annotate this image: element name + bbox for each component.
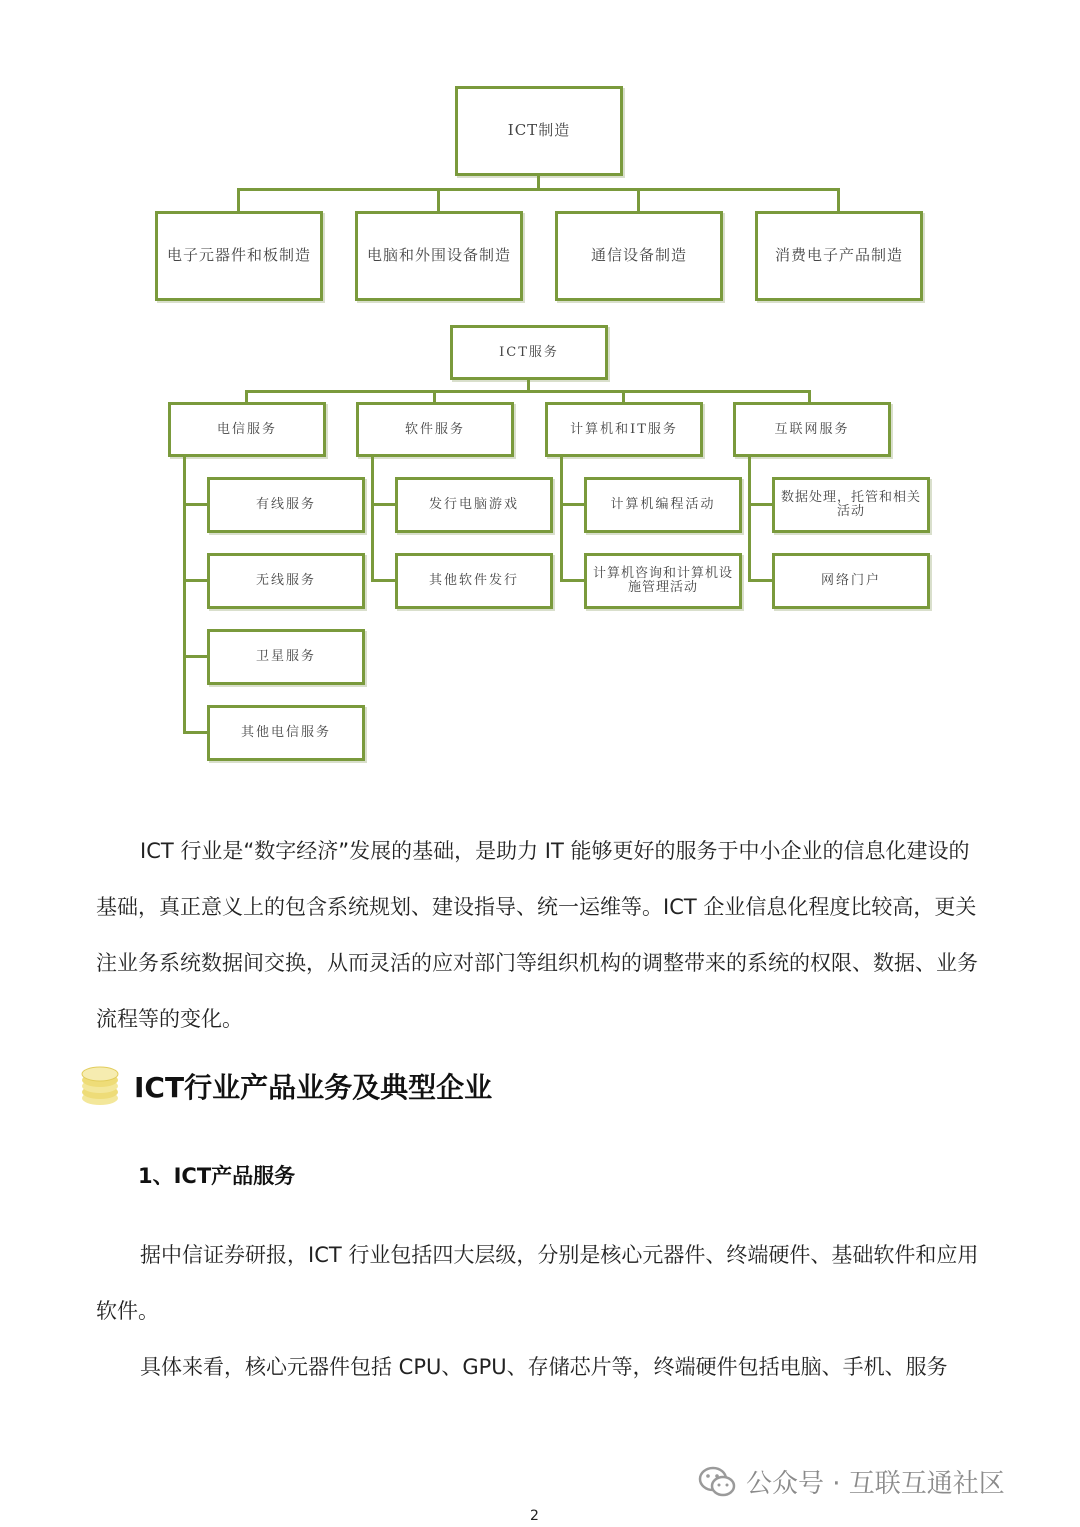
connector [183, 457, 186, 734]
components-paragraph: 具体来看，核心元器件包括 CPU、GPU、存储芯片等，终端硬件包括电脑、手机、服务 [140, 1355, 948, 1379]
connector [371, 503, 397, 506]
connector [371, 457, 374, 581]
wechat-watermark [698, 1463, 1005, 1500]
connector [560, 503, 586, 506]
connector [748, 579, 774, 582]
connector [748, 457, 751, 581]
connector [237, 188, 840, 191]
manufacturing-computers-peripherals: 电脑和外围设备制造 [355, 211, 523, 301]
manufacturing-communication-equipment: 通信设备制造 [555, 211, 723, 301]
service-group-computer-it: 计算机和IT服务 [545, 402, 703, 457]
connector [748, 503, 774, 506]
connector [437, 188, 440, 212]
section-heading [78, 1062, 492, 1110]
software-other-publishing: 其他软件发行 [395, 553, 553, 609]
connector [183, 655, 209, 658]
it-consulting-facilities: 计算机咨询和计算机设施管理活动 [584, 553, 742, 609]
watermark-text: 公众号 · 互联互通社区 [746, 1469, 1005, 1499]
telecom-satellite: 卫星服务 [207, 629, 365, 685]
wechat-icon [698, 1465, 736, 1499]
connector [245, 390, 811, 393]
connector [560, 457, 563, 581]
page-number: 2 [530, 1508, 539, 1524]
internet-data-processing: 数据处理，托管和相关活动 [772, 477, 930, 533]
intro-paragraph: ICT 行业是“数字经济”发展的基础，是助力 IT 能够更好的服务于中小企业的信息化建设的基础，真正意义上的包含系统规划、建设指导、统一运维等。ICT 企业信息化程度比较高，更关注业务系统数据间交换，从而灵活的应对部门等组织机构的调整带来的系统的权限、数据、业务流程等的变化。 [96, 839, 978, 1031]
section-heading-text: ICT行业产品业务及典型企业 [134, 1071, 493, 1104]
telecom-wireless: 无线服务 [207, 553, 365, 609]
connector [637, 188, 640, 212]
coins-icon [78, 1062, 126, 1110]
connector [237, 188, 240, 212]
telecom-wired: 有线服务 [207, 477, 365, 533]
telecom-other: 其他电信服务 [207, 705, 365, 761]
software-game-publishing: 发行电脑游戏 [395, 477, 553, 533]
connector [371, 579, 397, 582]
layers-paragraph: 据中信证券研报，ICT 行业包括四大层级，分别是核心元器件、终端硬件、基础软件和应用软件。 [96, 1243, 979, 1323]
connector [183, 579, 209, 582]
internet-web-portal: 网络门户 [772, 553, 930, 609]
service-group-telecom: 电信服务 [168, 402, 326, 457]
connector [837, 188, 840, 212]
ict-manufacturing-root: ICT制造 [455, 86, 623, 176]
connector [183, 503, 209, 506]
service-group-internet: 互联网服务 [733, 402, 891, 457]
connector [183, 731, 209, 734]
it-programming: 计算机编程活动 [584, 477, 742, 533]
manufacturing-electronic-components: 电子元器件和板制造 [155, 211, 323, 301]
manufacturing-consumer-electronics: 消费电子产品制造 [755, 211, 923, 301]
service-group-software: 软件服务 [356, 402, 514, 457]
connector [560, 579, 586, 582]
subsection-heading: 1、ICT产品服务 [138, 1164, 296, 1188]
ict-services-root: ICT服务 [450, 325, 608, 380]
